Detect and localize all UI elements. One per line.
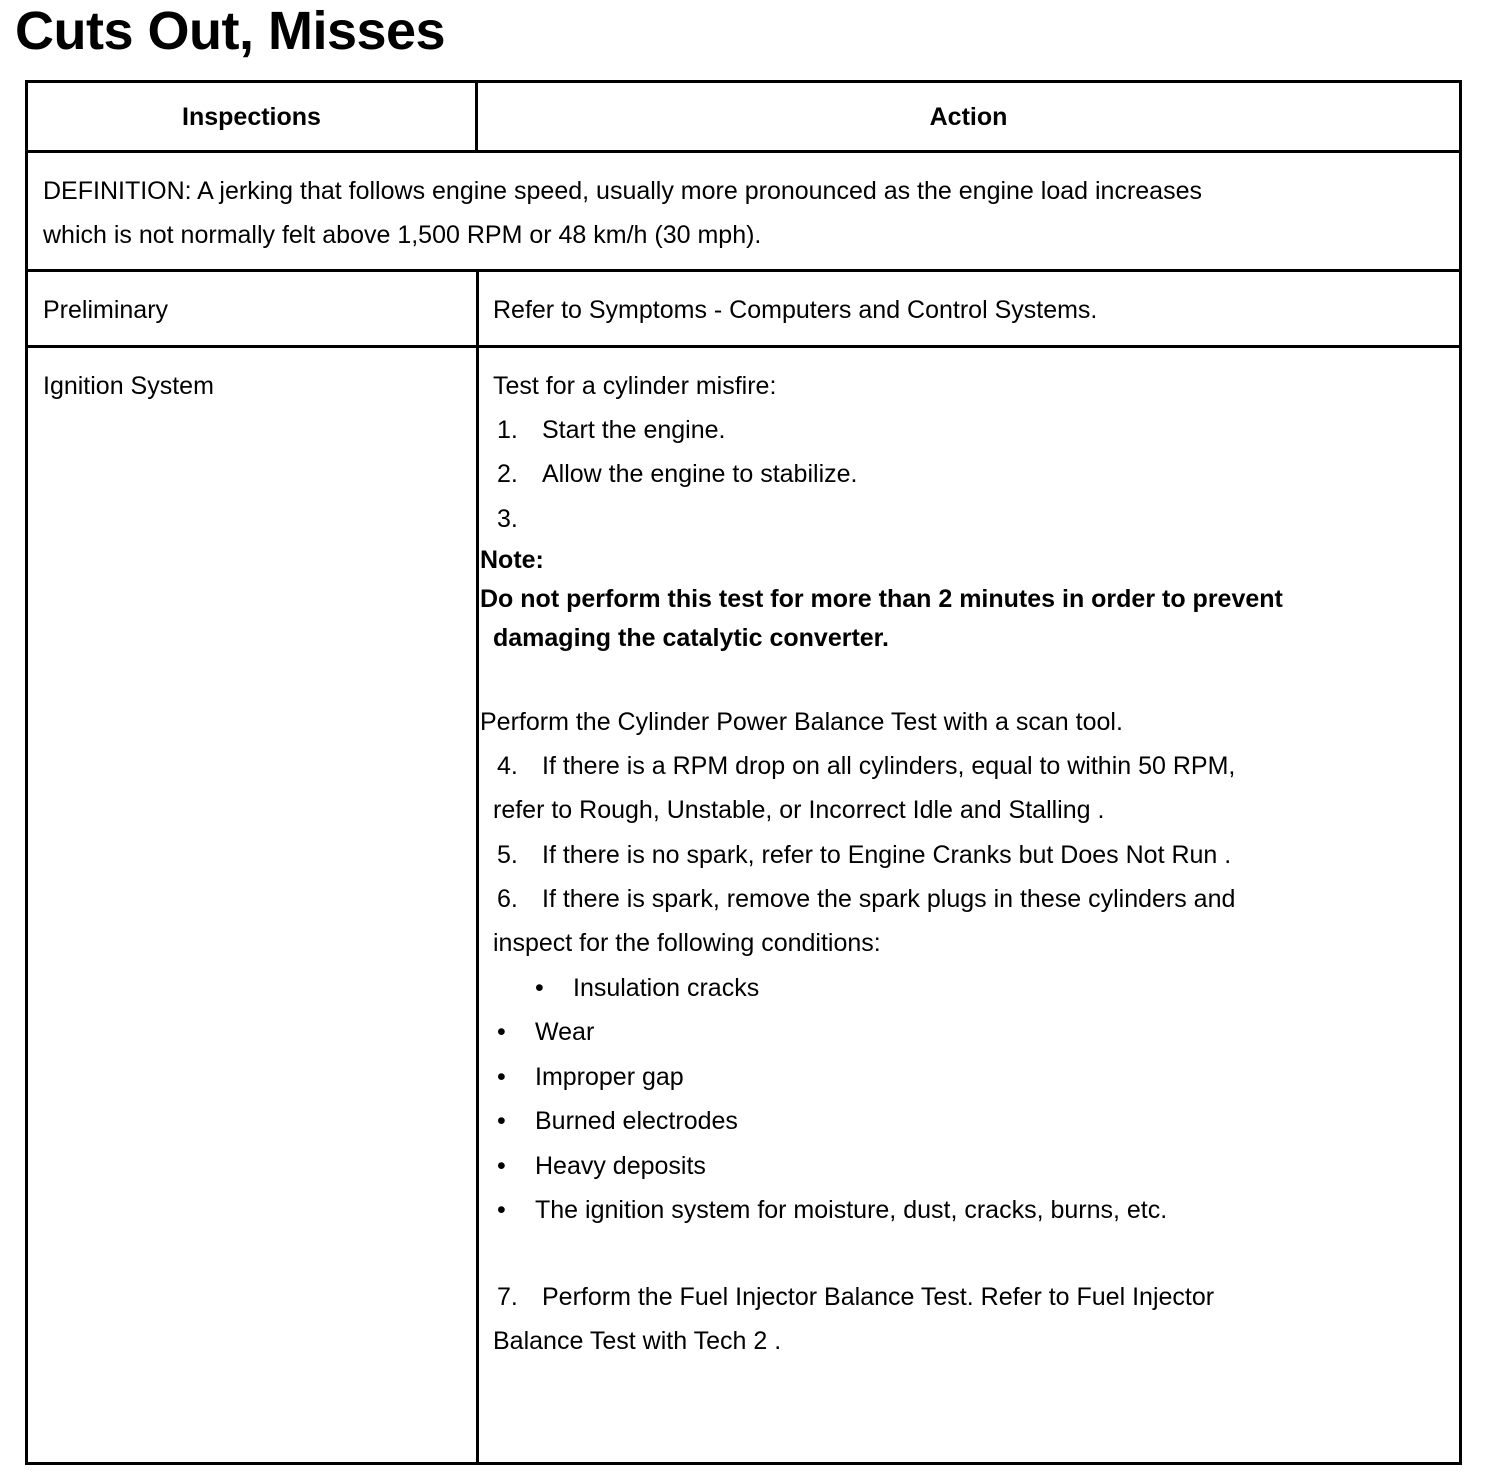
step-5-number: 5. xyxy=(497,841,518,869)
definition-line-1: DEFINITION: A jerking that follows engine speed, usually more pronounced as the engine load increases xyxy=(43,177,1202,205)
step-4-text: If there is a RPM drop on all cylinders, equal to within 50 RPM, xyxy=(542,752,1236,780)
condition-text: Heavy deposits xyxy=(535,1152,706,1180)
list-item xyxy=(535,973,759,1003)
bullet-icon: • xyxy=(497,1107,506,1135)
condition-text: Wear xyxy=(535,1018,595,1046)
step-6-line-2: inspect for the following conditions: xyxy=(493,929,881,957)
step-4-number: 4. xyxy=(497,752,518,780)
step-6-text: If there is spark, remove the spark plugs in these cylinders and xyxy=(542,885,1236,913)
note-label: Note: xyxy=(480,546,544,574)
step-2 xyxy=(497,459,857,489)
step-7-text: Perform the Fuel Injector Balance Test. Refer to Fuel Injector xyxy=(542,1283,1215,1311)
step-2-text: Allow the engine to stabilize. xyxy=(542,460,858,488)
step-4-line-1 xyxy=(497,751,1235,781)
row-divider xyxy=(28,345,1459,348)
definition-divider xyxy=(28,269,1459,272)
header-inspections: Inspections xyxy=(182,103,321,131)
condition-text: Improper gap xyxy=(535,1063,684,1091)
bullet-icon: • xyxy=(497,1018,506,1046)
condition-text: Insulation cracks xyxy=(573,974,760,1002)
header-divider xyxy=(28,150,1459,153)
step-6-line-1 xyxy=(497,884,1235,914)
step-1 xyxy=(497,415,725,445)
step-5-text: If there is no spark, refer to Engine Cranks but Does Not Run . xyxy=(542,841,1232,869)
step-2-number: 2. xyxy=(497,460,518,488)
list-item xyxy=(497,1106,738,1136)
step-5 xyxy=(497,840,1231,870)
inspection-preliminary: Preliminary xyxy=(43,296,169,324)
list-item xyxy=(497,1195,1167,1225)
step-1-number: 1. xyxy=(497,416,518,444)
note-line-1: Do not perform this test for more than 2 minutes in order to prevent xyxy=(480,585,1283,613)
list-item xyxy=(497,1062,684,1092)
condition-text: The ignition system for moisture, dust, cracks, burns, etc. xyxy=(535,1196,1168,1224)
step-7-line-1 xyxy=(497,1282,1214,1312)
column-divider-body xyxy=(476,271,479,1462)
step-1-text: Start the engine. xyxy=(542,416,726,444)
inspection-ignition-system: Ignition System xyxy=(43,372,214,400)
page-title: Cuts Out, Misses xyxy=(15,1,446,61)
header-action: Action xyxy=(929,103,1008,131)
bullet-icon: • xyxy=(497,1063,506,1091)
perform-power-balance: Perform the Cylinder Power Balance Test with a scan tool. xyxy=(480,708,1123,736)
list-item xyxy=(497,1151,706,1181)
step-3 xyxy=(497,504,542,534)
step-3-number: 3. xyxy=(497,505,518,533)
definition-line-2: which is not normally felt above 1,500 RPM or 48 km/h (30 mph). xyxy=(43,221,762,249)
step-7-line-2: Balance Test with Tech 2 . xyxy=(493,1327,782,1355)
note-line-2: damaging the catalytic converter. xyxy=(493,624,889,652)
step-4-line-2: refer to Rough, Unstable, or Incorrect Idle and Stalling . xyxy=(493,796,1105,824)
condition-text: Burned electrodes xyxy=(535,1107,738,1135)
list-item xyxy=(497,1017,594,1047)
action-preliminary: Refer to Symptoms - Computers and Control Systems. xyxy=(493,296,1098,324)
troubleshooting-table xyxy=(25,80,1462,1465)
step-7-number: 7. xyxy=(497,1283,518,1311)
bullet-icon: • xyxy=(497,1152,506,1180)
action-intro: Test for a cylinder misfire: xyxy=(493,372,777,400)
bullet-icon: • xyxy=(497,1196,506,1224)
step-6-number: 6. xyxy=(497,885,518,913)
bullet-icon: • xyxy=(535,974,544,1002)
